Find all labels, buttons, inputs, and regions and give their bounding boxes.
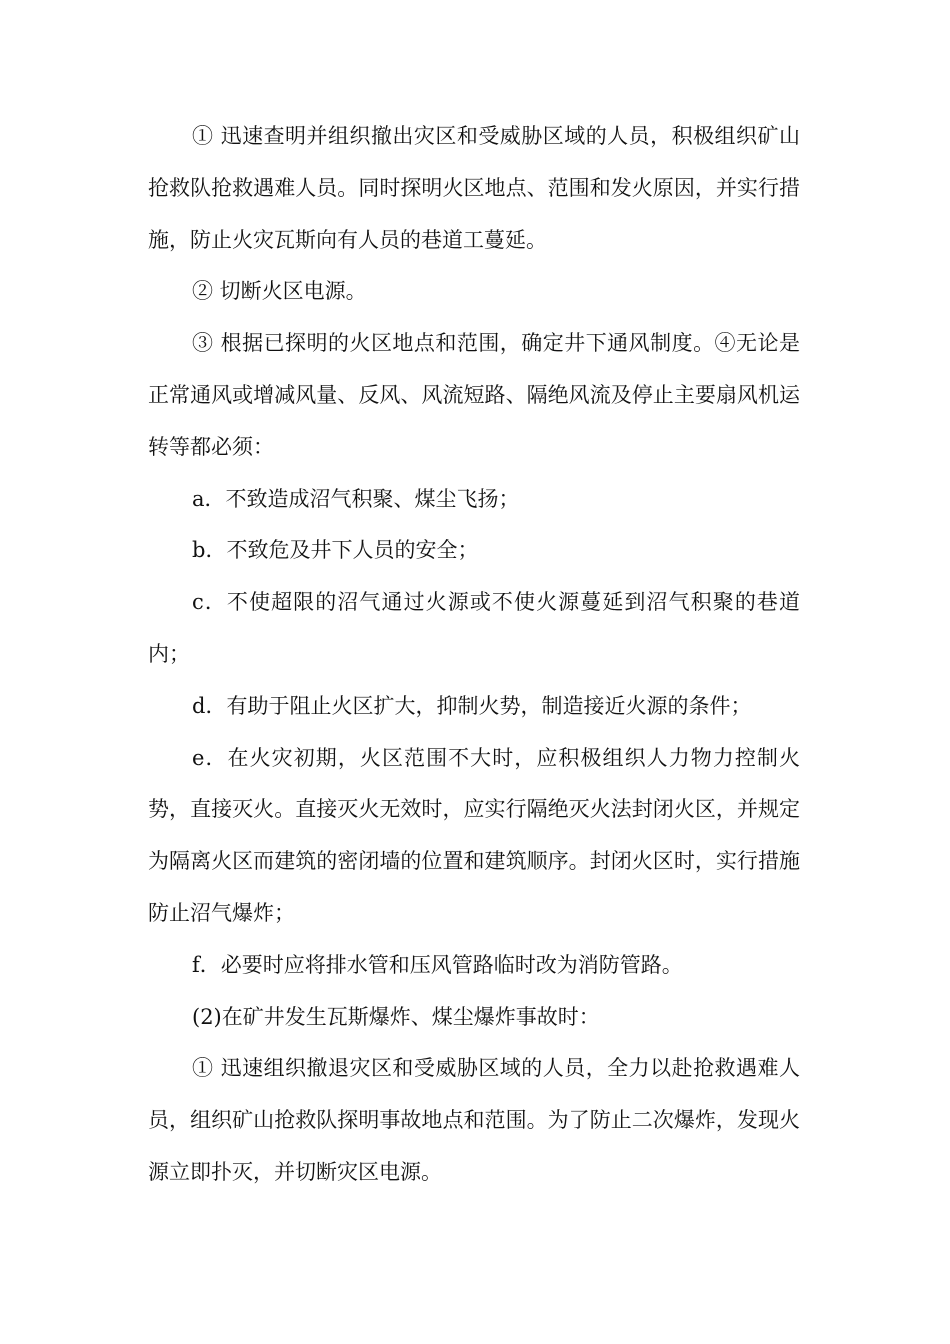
paragraph-item-a: a．不致造成沼气积聚、煤尘飞扬； — [192, 486, 520, 511]
paragraph-fire-step-2: ② 切断火区电源。 — [192, 279, 367, 304]
paragraph-item-c: c．不使超限的沼气通过火源或不使火源蔓延到沼气积聚的巷道内； — [148, 590, 800, 666]
paragraph-fire-step-3: ③ 根据已探明的火区地点和范围，确定井下通风制度。④无论是正常通风或增减风量、反风、风流短路、隔绝风流及停止主要扇风机运转等都必须： — [148, 331, 800, 459]
paragraph-item-d: d．有助于阻止火区扩大，抑制火势，制造接近火源的条件； — [192, 693, 752, 718]
paragraph-fire-step-1: ① 迅速查明并组织撤出灾区和受威胁区域的人员，积极组织矿山抢救队抢救遇难人员。同时探明火区地点、范围和发火原因，并实行措施，防止火灾瓦斯向有人员的巷道工蔓延。 — [148, 124, 800, 252]
document-body — [148, 111, 800, 1199]
paragraph-item-b: b．不致危及井下人员的安全； — [192, 538, 479, 563]
paragraph-item-f: f．必要时应将排水管和压风管路临时改为消防管路。 — [192, 952, 683, 977]
paragraph-section-2-heading: (2)在矿井发生瓦斯爆炸、煤尘爆炸事故时： — [192, 1004, 600, 1029]
paragraph-explosion-step-1: ① 迅速组织撤退灾区和受威胁区域的人员，全力以赴抢救遇难人员，组织矿山抢救队探明事故地点和范围。为了防止二次爆炸，发现火源立即扑灭，并切断灾区电源。 — [148, 1056, 800, 1184]
paragraph-item-e: e．在火灾初期，火区范围不大时，应积极组织人力物力控制火势，直接灭火。直接灭火无效时，应实行隔绝灭火法封闭火区，并规定为隔离火区而建筑的密闭墙的位置和建筑顺序。封闭火区时，实行措施防止沼气爆炸； — [148, 745, 800, 925]
